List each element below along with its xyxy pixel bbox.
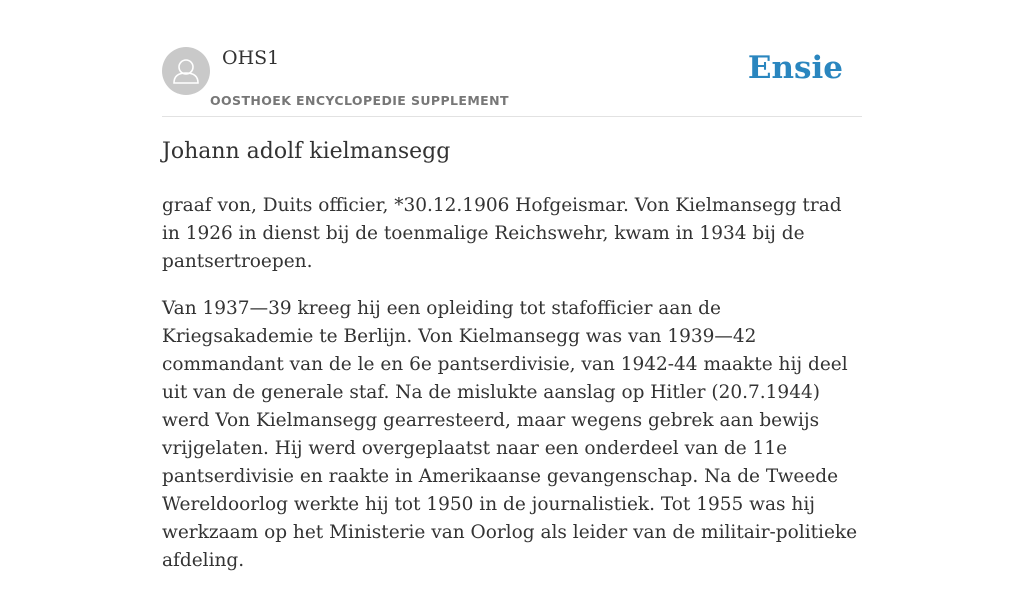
author-name[interactable]: OHS1 (222, 47, 280, 69)
user-avatar-icon[interactable] (162, 47, 210, 95)
article-header (162, 0, 862, 117)
article-paragraph: Van 1937—39 kreeg hij een opleiding tot stafofficier aan de Kriegsakademie te Berlijn. Von Kielmansegg was van 1939—42 commandant van de le en 6e pantserdivisie, van 1942-44 maakte hij deel uit van de generale staf. Na de mislukte aanslag op Hitler (20.7.1944) werd Von Kielmansegg gearresteerd, maar wegens gebrek aan bewijs vrijgelaten. Hij werd overgeplaatst naar een onderdeel van de 11e pantserdivisie en raakte in Amerikaanse gevangenschap. Na de Tweede Wereldoorlog werkte hij tot 1950 in de journalistiek. Tot 1955 was hij werkzaam op het Ministerie van Oorlog als leider van de militair-politieke afdeling. (162, 298, 858, 571)
article-body (162, 192, 862, 594)
ensie-logo[interactable]: Ensie (747, 50, 843, 86)
article-container (162, 0, 862, 571)
article-paragraph: graaf von, Duits officier, *30.12.1906 Hofgeismar. Von Kielmansegg trad in 1926 in dienst bij de toenmalige Reichswehr, kwam in 1934 bij de pantsertroepen. (162, 195, 842, 272)
source-label[interactable]: OOSTHOEK ENCYCLOPEDIE SUPPLEMENT (210, 93, 509, 108)
article-title: Johann adolf kielmansegg (162, 139, 451, 164)
